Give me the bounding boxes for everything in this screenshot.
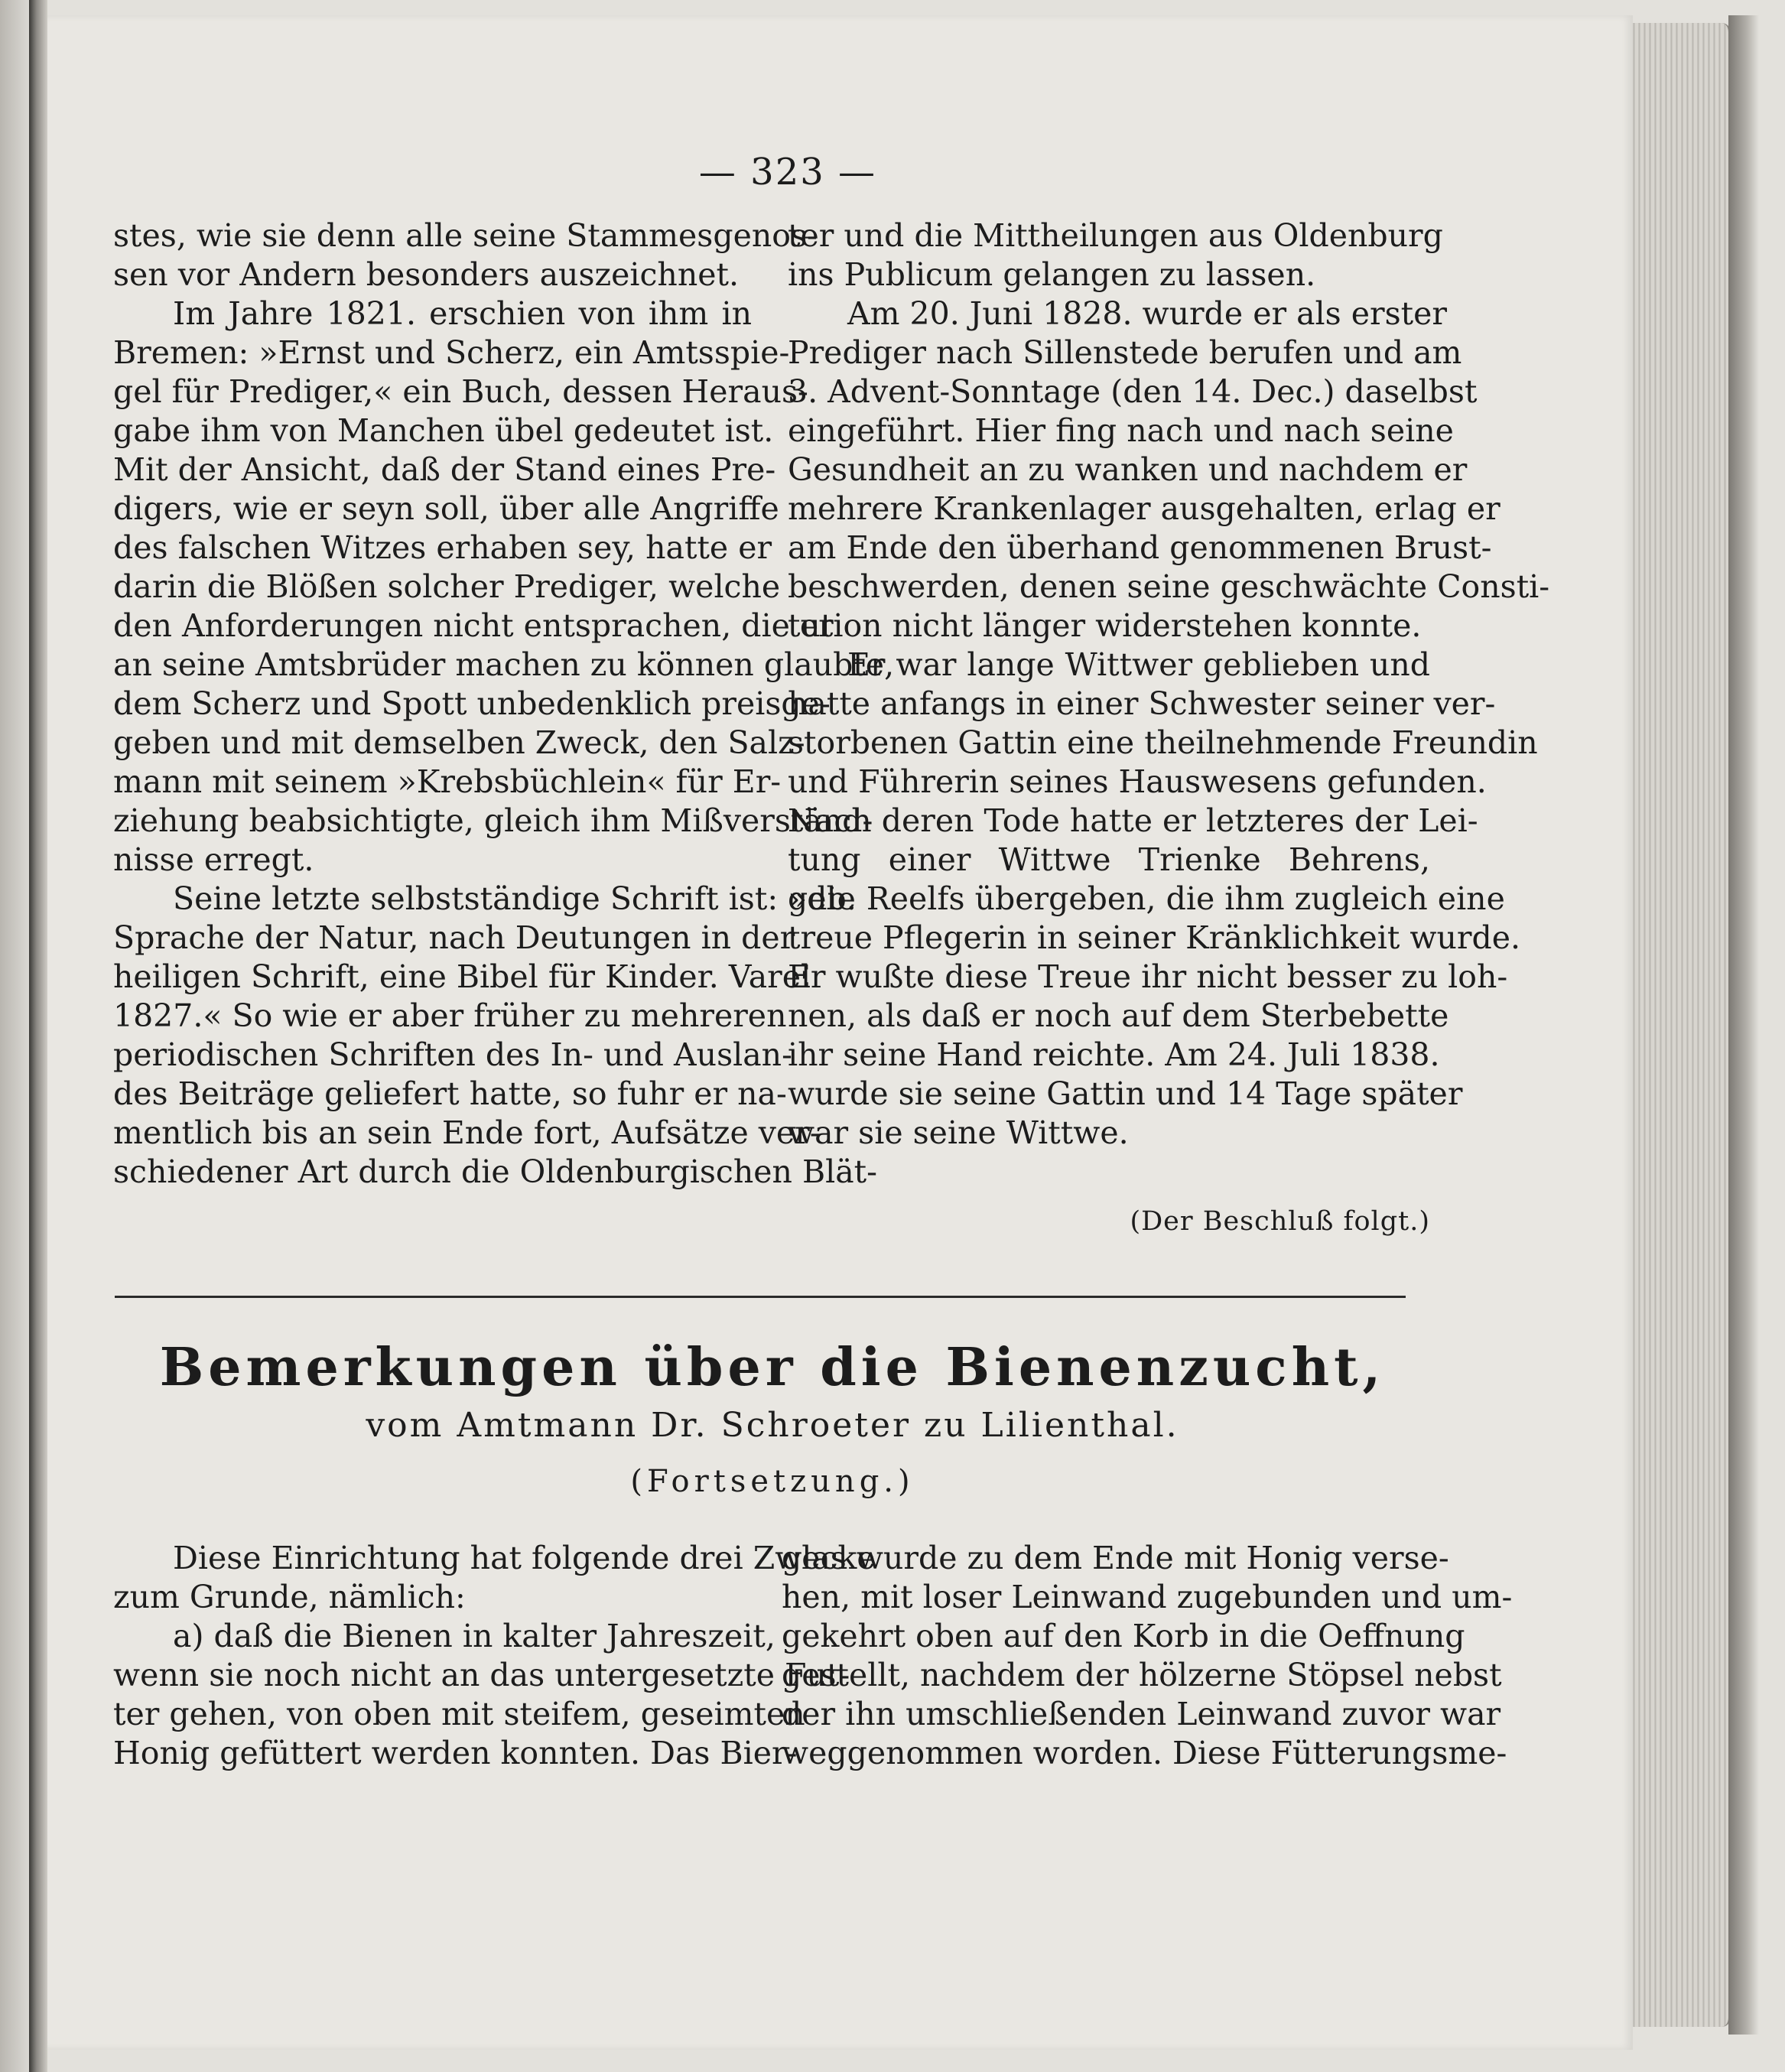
continued-note: (Der Beschluß folgt.)	[1130, 1206, 1430, 1237]
text-line: gestellt, nachdem der hölzerne Stöpsel nebst	[782, 1657, 1502, 1693]
text-line: stes, wie sie denn alle seine Stammesgenos-	[113, 217, 818, 254]
text-line: 3. Advent-Sonntage (den 14. Dec.) daselbst	[788, 373, 1478, 410]
text-line: beschwerden, denen seine geschwächte Consti-	[788, 568, 1550, 605]
right-column-top	[788, 216, 1550, 1153]
text-line: war sie seine Wittwe.	[788, 1114, 1129, 1151]
text-line: 1827.« So wie er aber früher zu mehreren	[113, 997, 787, 1034]
text-line: schiedener Art durch die Oldenburgischen Blät-	[113, 1153, 877, 1190]
right-column-bottom	[782, 1539, 1513, 1773]
text-line: Nach deren Tode hatte er letzteres der Lei-	[788, 802, 1478, 839]
text-line: ter und die Mittheilungen aus Oldenburg	[788, 217, 1443, 254]
text-line: Seine letzte selbstständige Schrift ist: »die	[173, 880, 856, 917]
text-line: Er war lange Wittwer geblieben und	[847, 646, 1430, 683]
text-line: gabe ihm von Manchen übel gedeutet ist.	[113, 412, 774, 449]
left-page-edge	[0, 0, 31, 2072]
text-line: treue Pflegerin in seiner Kränklichkeit wurde.	[788, 919, 1521, 956]
text-line: zum Grunde, nämlich:	[113, 1579, 466, 1615]
text-line: gekehrt oben auf den Korb in die Oeffnung	[782, 1618, 1465, 1654]
text-line: der ihn umschließenden Leinwand zuvor war	[782, 1696, 1501, 1732]
text-line: darin die Blößen solcher Prediger, welche	[113, 568, 781, 605]
text-line: eingeführt. Hier fing nach und nach seine	[788, 412, 1454, 449]
section-divider	[115, 1296, 1406, 1298]
text-line: hen, mit loser Leinwand zugebunden und um-	[782, 1579, 1513, 1615]
text-line: und Führerin seines Hauswesens gefunden.	[788, 763, 1487, 800]
text-line: sen vor Andern besonders auszeichnet.	[113, 256, 740, 293]
text-line: des falschen Witzes erhaben sey, hatte er	[113, 529, 772, 566]
text-line: heiligen Schrift, eine Bibel für Kinder. Varel	[113, 958, 811, 995]
text-line: a) daß die Bienen in kalter Jahreszeit,	[173, 1618, 775, 1654]
text-line: Sprache der Natur, nach Deutungen in der	[113, 919, 795, 956]
text-line: mehrere Krankenlager ausgehalten, erlag er	[788, 490, 1501, 527]
page-number: — 323 —	[698, 151, 877, 194]
text-line: storbenen Gattin eine theilnehmende Freundin	[788, 724, 1538, 761]
article-status: (Fortsetzung.)	[630, 1464, 915, 1499]
text-line: geb. Reelfs übergeben, die ihm zugleich eine	[788, 880, 1505, 917]
text-line: Mit der Ansicht, daß der Stand eines Pre-	[113, 451, 776, 488]
text-line: hatte anfangs in einer Schwester seiner ver-	[788, 685, 1496, 722]
text-line: am Ende den überhand genommenen Brust-	[788, 529, 1492, 566]
text-line: ziehung beabsichtigte, gleich ihm Mißverständ-	[113, 802, 873, 839]
text-line: gel für Prediger,« ein Buch, dessen Heraus-	[113, 373, 808, 410]
text-line: Diese Einrichtung hat folgende drei Zwecke	[173, 1540, 876, 1576]
text-line: tung einer Wittwe Trienke Behrens,	[788, 841, 1430, 878]
text-line: dem Scherz und Spott unbedenklich preisge-	[113, 685, 831, 722]
text-line: periodischen Schriften des In- und Auslan-	[113, 1036, 792, 1073]
text-line: mentlich bis an sein Ende fort, Aufsätze ver-	[113, 1114, 821, 1151]
left-column-bottom	[113, 1539, 876, 1773]
text-line: tution nicht länger widerstehen konnte.	[788, 607, 1422, 644]
text-line: ins Publicum gelangen zu lassen.	[788, 256, 1316, 293]
text-line: Er wußte diese Treue ihr nicht besser zu loh-	[788, 958, 1508, 995]
article-title: Bemerkungen über die Bienenzucht,	[159, 1337, 1386, 1398]
text-line: mann mit seinem »Krebsbüchlein« für Er-	[113, 763, 782, 800]
text-line: den Anforderungen nicht entsprachen, die er	[113, 607, 834, 644]
article-author: vom Amtmann Dr. Schroeter zu Lilienthal.	[366, 1406, 1179, 1445]
text-line: weggenommen worden. Diese Fütterungsme-	[782, 1735, 1507, 1771]
text-line: Bremen: »Ernst und Scherz, ein Amtsspie-	[113, 334, 790, 371]
text-line: Am 20. Juni 1828. wurde er als erster	[847, 295, 1447, 332]
text-line: wurde sie seine Gattin und 14 Tage später	[788, 1075, 1463, 1112]
text-line: glas wurde zu dem Ende mit Honig verse-	[782, 1540, 1449, 1576]
left-column-top	[113, 216, 895, 1192]
text-line: des Beiträge geliefert hatte, so fuhr er na-	[113, 1075, 787, 1112]
text-line: an seine Amtsbrüder machen zu können glaubte,	[113, 646, 895, 683]
text-line: Gesundheit an zu wanken und nachdem er	[788, 451, 1468, 488]
text-line: nisse erregt.	[113, 841, 314, 878]
text-line: ihr seine Hand reichte. Am 24. Juli 1838.	[788, 1036, 1440, 1073]
text-line: Honig gefüttert werden konnten. Das Bier-	[113, 1735, 798, 1771]
text-line: nen, als daß er noch auf dem Sterbebette	[788, 997, 1449, 1034]
text-line: Prediger nach Sillenstede berufen und am	[788, 334, 1462, 371]
text-line: Im Jahre 1821. erschien von ihm in	[173, 295, 752, 332]
text-line: ter gehen, von oben mit steifem, geseimten	[113, 1696, 805, 1732]
book-gutter	[29, 0, 47, 2072]
text-line: wenn sie noch nicht an das untergesetzte Fut-	[113, 1657, 850, 1693]
text-line: digers, wie er seyn soll, über alle Angriffe	[113, 490, 779, 527]
text-line: geben und mit demselben Zweck, den Salz-	[113, 724, 805, 761]
